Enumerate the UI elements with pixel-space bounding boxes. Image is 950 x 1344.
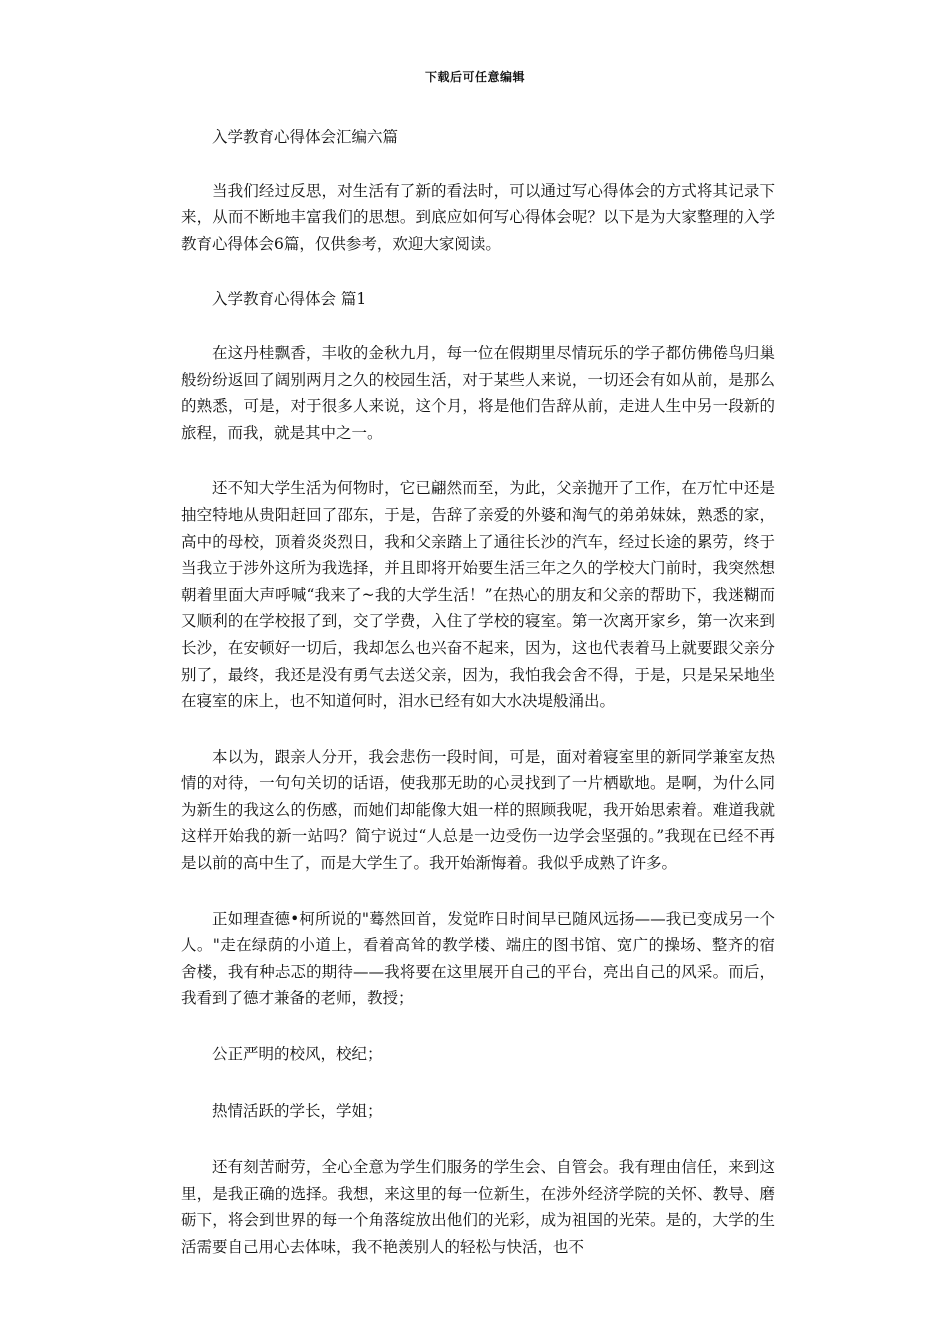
page-header-label: 下载后可任意编辑: [424, 70, 525, 84]
body-paragraph: 正如理查德•柯所说的"蓦然回首，发觉昨日时间早已随风远扬——我已变成另一个人。"走在绿荫的小道上，看着高耸的教学楼、端庄的图书馆、宽广的操场、整齐的宿舍楼，我有种忐忑的期待——我将要在这里展开自己的平台，亮出自己的风采。而后，我看到了德才兼备的老师，教授；: [181, 909, 775, 1008]
body-paragraph: 热情活跃的学长，学姐；: [212, 1101, 383, 1120]
document-title: 入学教育心得体会汇编六篇: [212, 128, 399, 146]
body-paragraph: 本以为，跟亲人分开，我会悲伤一段时间，可是，面对着寝室里的新同学兼室友热情的对待，一句句关切的话语，使我那无助的心灵找到了一片栖歇地。是啊，为什么同为新生的我这么的伤感，而她们却能像大姐一样的照顾我呢，我开始思索着。难道我就这样开始我的新一站吗？简宁说过“人总是一边受伤一边学会坚强的。”我现在已经不再是以前的高中生了，而是大学生了。我开始渐悔着。我似乎成熟了许多。: [181, 747, 775, 873]
intro-paragraph: 当我们经过反思，对生活有了新的看法时，可以通过写心得体会的方式将其记录下来，从而不断地丰富我们的思想。到底应如何写心得体会呢？以下是为大家整理的入学教育心得体会6篇，仅供参考，欢迎大家阅读。: [181, 181, 775, 253]
body-paragraph: 还有刻苦耐劳，全心全意为学生们服务的学生会、自管会。我有理由信任，来到这里，是我正确的选择。我想，来这里的每一位新生，在涉外经济学院的关怀、教导、磨砺下，将会到世界的每一个角落绽放出他们的光彩，成为祖国的光荣。是的，大学的生活需要自己用心去体味，我不艳羡别人的轻松与快活，也不: [181, 1158, 775, 1256]
body-paragraph: 公正严明的校风，校纪；: [212, 1045, 383, 1064]
section-heading: 入学教育心得体会 篇1: [212, 290, 367, 309]
body-paragraph: 在这丹桂飘香，丰收的金秋九月，每一位在假期里尽情玩乐的学子都仿佛倦鸟归巢般纷纷返回了阔别两月之久的校园生活，对于某些人来说，一切还会有如从前，是那么的熟悉，可是，对于很多人来说，这个月，将是他们告辞从前，走进人生中另一段新的旅程，而我，就是其中之一。: [181, 343, 775, 442]
document-body: [181, 124, 775, 1290]
body-paragraph: 还不知大学生活为何物时，它已翩然而至，为此，父亲抛开了工作，在万忙中还是抽空特地从贵阳赶回了邵东，于是，告辞了亲爱的外婆和淘气的弟弟妹妹，熟悉的家，高中的母校，顶着炎炎烈日，我和父亲踏上了通往长沙的汽车，经过长途的累劳，终于当我立于涉外这所为我选择，并且即将开始要生活三年之久的学校大门前时，我突然想朝着里面大声呼喊“我来了~我的大学生活！”在热心的朋友和父亲的帮助下，我迷糊而又顺利的在学校报了到，交了学费，入住了学校的寝室。第一次离开家乡，第一次来到长沙，在安顿好一切后，我却怎么也兴奋不起来，因为，这也代表着马上就要跟父亲分别了，最终，我还是没有勇气去送父亲，因为，我怕我会舍不得，于是，只是呆呆地坐在寝室的床上，也不知道何时，泪水已经有如大水决堤般涌出。: [181, 479, 775, 711]
